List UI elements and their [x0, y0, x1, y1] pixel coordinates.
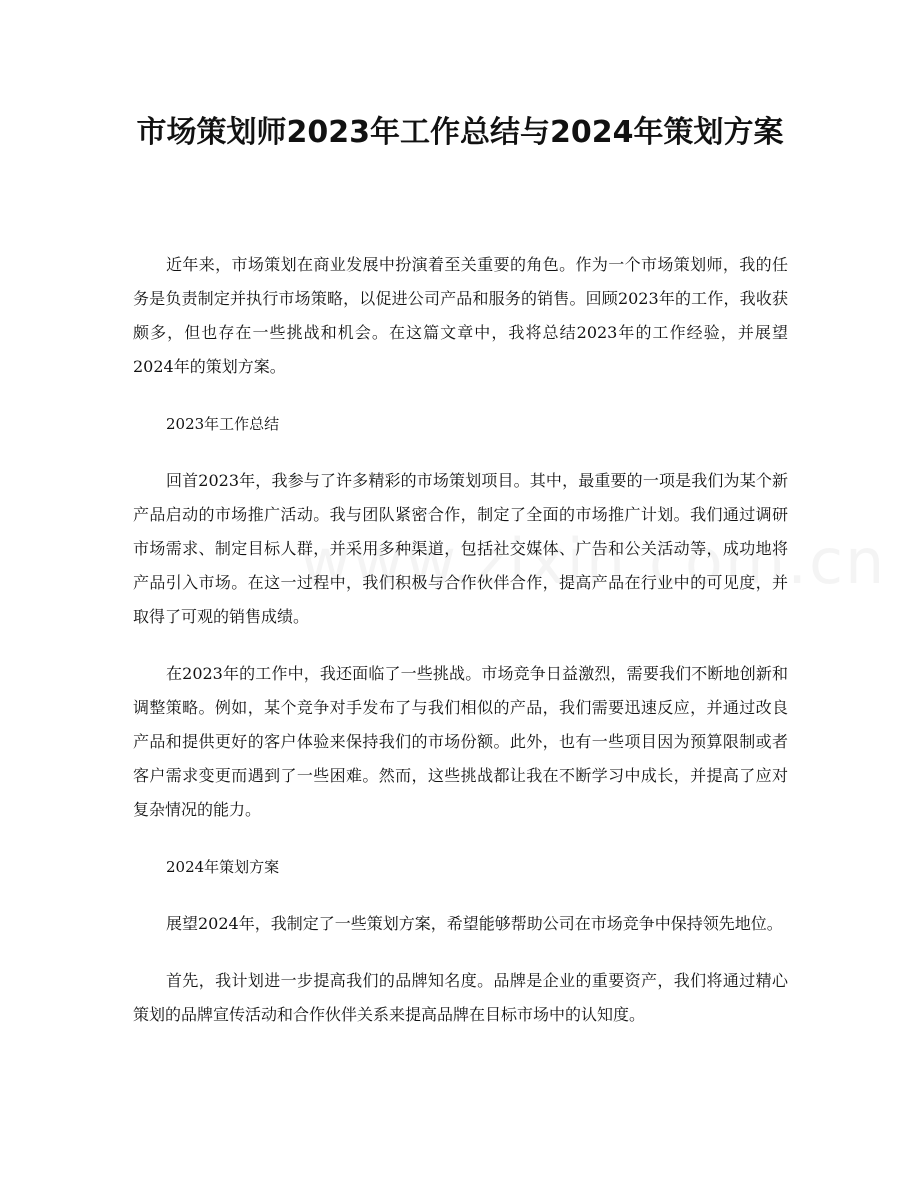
document-body: [133, 248, 788, 1055]
summary-paragraph-2: 在2023年的工作中，我还面临了一些挑战。市场竞争日益激烈，需要我们不断地创新和调整策略。例如，某个竞争对手发布了与我们相似的产品，我们需要迅速反应，并通过改良产品和提供更好的客户体验来保持我们的市场份额。此外，也有一些项目因为预算限制或者客户需求变更而遇到了一些困难。然而，这些挑战都让我在不断学习中成长，并提高了应对复杂情况的能力。: [133, 664, 788, 819]
document-title: 市场策划师2023年工作总结与2024年策划方案: [136, 115, 784, 150]
section-heading-2024-plan: 2024年策划方案: [166, 858, 280, 876]
plan-paragraph-2: 首先，我计划进一步提高我们的品牌知名度。品牌是企业的重要资产，我们将通过精心策划的品牌宣传活动和合作伙伴关系来提高品牌在目标市场中的认知度。: [133, 971, 788, 1024]
plan-paragraph-1: 展望2024年，我制定了一些策划方案，希望能够帮助公司在市场竞争中保持领先地位。: [166, 914, 783, 933]
summary-paragraph-1: 回首2023年，我参与了许多精彩的市场策划项目。其中，最重要的一项是我们为某个新产品启动的市场推广活动。我与团队紧密合作，制定了全面的市场推广计划。我们通过调研市场需求、制定目标人群，并采用多种渠道，包括社交媒体、广告和公关活动等，成功地将产品引入市场。在这一过程中，我们积极与合作伙伴合作，提高产品在行业中的可见度，并取得了可观的销售成绩。: [133, 471, 788, 626]
intro-paragraph: 近年来，市场策划在商业发展中扮演着至关重要的角色。作为一个市场策划师，我的任务是负责制定并执行市场策略，以促进公司产品和服务的销售。回顾2023年的工作，我收获颇多，但也存在一些挑战和机会。在这篇文章中，我将总结2023年的工作经验，并展望2024年的策划方案。: [133, 255, 788, 376]
section-heading-2023-summary: 2023年工作总结: [166, 415, 280, 433]
